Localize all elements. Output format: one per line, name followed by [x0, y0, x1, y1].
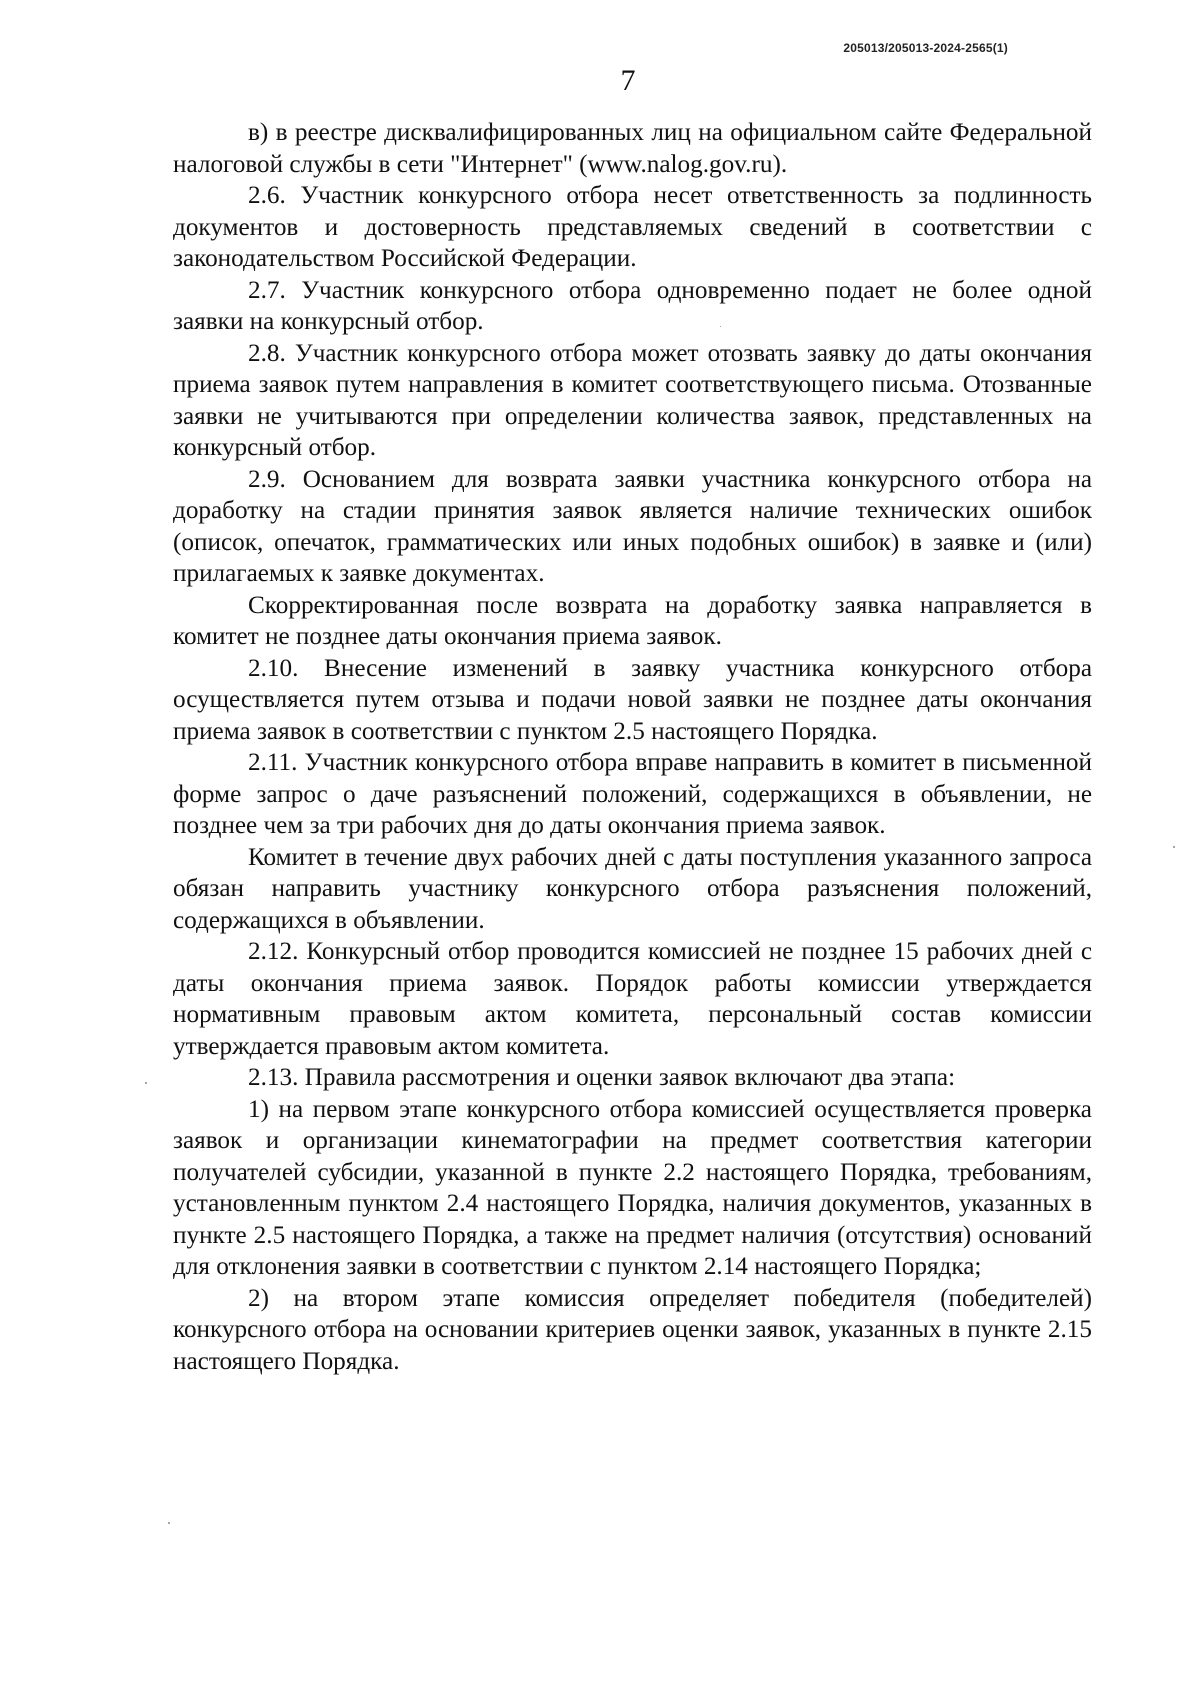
paragraph-2-9-continued: Скорректированная после возврата на доработку заявка направляется в комитет не позднее даты окончания приема заявок. [173, 591, 1092, 650]
paragraph-2-12: 2.12. Конкурсный отбор проводится комиссией не позднее 15 рабочих дней с даты окончания приема заявок. Порядок работы комиссии утверждается нормативным правовым актом комитета, персональный состав комиссии утверждается правовым актом комитета. [173, 938, 1092, 1060]
paragraph-2-8: 2.8. Участник конкурсного отбора может отозвать заявку до даты окончания приема заявок путем направления в комитет соответствующего письма. Отозванные заявки не учитываются при определении количества заявок, представленных на конкурсный отбор. [173, 339, 1092, 461]
paragraph-item-v: в) в реестре дисквалифицированных лиц на официальном сайте Федеральной налоговой службы в сети "Интернет" (www.nalog.gov.ru). [173, 119, 1092, 178]
paragraph-2-13: 2.13. Правила рассмотрения и оценки заявок включают два этапа: [248, 1064, 956, 1091]
paragraph-2-9: 2.9. Основанием для возврата заявки участника конкурсного отбора на доработку на стадии принятия заявок является наличие технических ошибок (описок, опечаток, грамматических или иных подобных ошибок) в заявке и (или) прилагаемых к заявке документах. [173, 465, 1092, 587]
scan-speck [145, 1082, 147, 1084]
paragraph-2-13-stage-2: 2) на втором этапе комиссия определяет победителя (победителей) конкурсного отбора на основании критериев оценки заявок, указанных в пункте 2.15 настоящего Порядка. [173, 1284, 1092, 1375]
scan-speck [1173, 846, 1175, 848]
document-body [173, 117, 1092, 1377]
scan-speck [168, 1522, 170, 1524]
paragraph-2-11: 2.11. Участник конкурсного отбора вправе направить в комитет в письменной форме запрос о даче разъяснений положений, содержащихся в объявлении, не позднее чем за три рабочих дня до даты окончания приема заявок. [173, 749, 1092, 839]
paragraph-2-10: 2.10. Внесение изменений в заявку участника конкурсного отбора осуществляется путем отзыва и подачи новой заявки не позднее даты окончания приема заявок в соответствии с пунктом 2.5 настоящего Порядка. [173, 654, 1092, 745]
paragraph-2-13-stage-1: 1) на первом этапе конкурсного отбора комиссией осуществляется проверка заявок и организации кинематографии на предмет соответствия категории получателей субсидии, указанной в пункте 2.2 настоящего Порядка, требованиям, установленным пунктом 2.4 настоящего Порядка, наличия документов, указанных в пункте 2.5 настоящего Порядка, а также на предмет наличия (отсутствия) оснований для отклонения заявки в соответствии с пунктом 2.14 настоящего Порядка; [173, 1095, 1092, 1280]
paragraph-2-11-continued: Комитет в течение двух рабочих дней с даты поступления указанного запроса обязан направить участнику конкурсного отбора разъяснения положений, содержащихся в объявлении. [173, 843, 1092, 934]
paragraph-2-7: 2.7. Участник конкурсного отбора одновременно подает не более одной заявки на конкурсный отбор. [173, 276, 1092, 335]
page-number: 7 [620, 64, 636, 97]
paragraph-2-6: 2.6. Участник конкурсного отбора несет ответственность за подлинность документов и достоверность представляемых сведений в соответствии с законодательством Российской Федерации. [173, 182, 1092, 272]
scan-speck [720, 326, 721, 327]
document-registration-number: 205013/205013-2024-2565(1) [843, 41, 1008, 55]
